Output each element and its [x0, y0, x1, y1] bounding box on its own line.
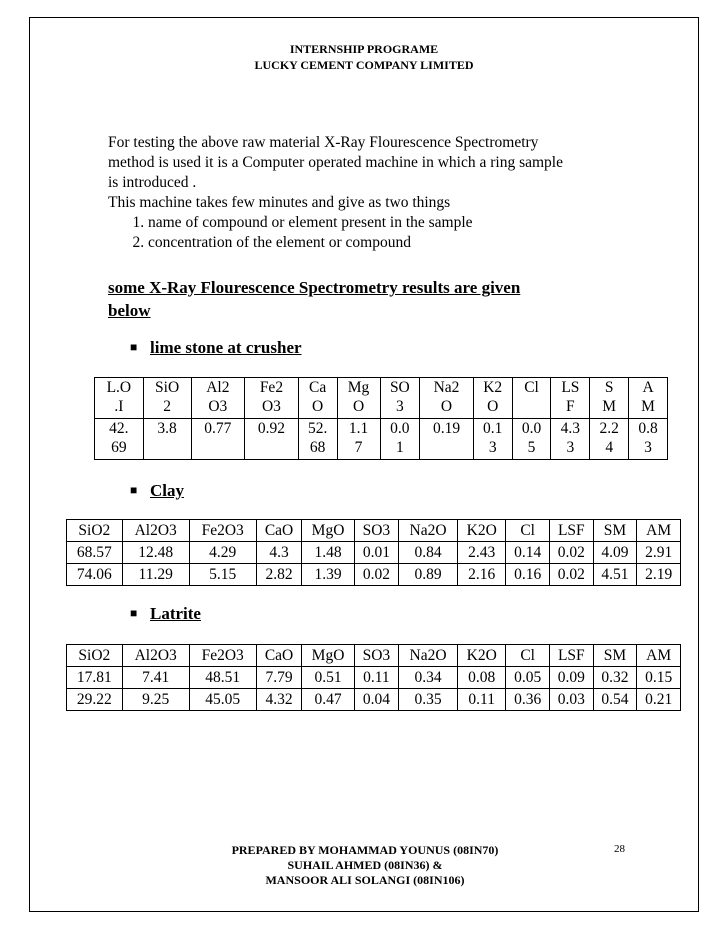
section-clay-title	[130, 481, 184, 501]
table-cell: 4.29	[189, 542, 256, 564]
table-header-cell	[191, 378, 245, 419]
square-bullet-icon: ■	[130, 483, 138, 497]
cell-line: 4	[605, 439, 614, 456]
cell-line: 0.0	[521, 420, 542, 437]
cell-line: O	[440, 398, 453, 415]
cell-line: F	[566, 398, 575, 415]
latrite-table	[66, 644, 681, 711]
table-cell: 0.54	[593, 689, 637, 711]
cell-line: 3.8	[157, 420, 177, 437]
table-cell	[337, 419, 380, 460]
table-cell: 0.11	[354, 667, 398, 689]
cell-line: 3	[644, 439, 652, 456]
table-cell: 0.02	[550, 564, 594, 586]
table-cell: 0.01	[354, 542, 398, 564]
table-header-cell: SM	[593, 645, 637, 667]
table-cell: 5.15	[189, 564, 256, 586]
cell-line: SiO	[155, 379, 180, 396]
table-cell: 0.09	[550, 667, 594, 689]
table-cell: 2.91	[637, 542, 681, 564]
cell-line: 0.0	[390, 420, 410, 437]
table-cell	[298, 419, 337, 460]
footer-author: SUHAIL AHMED (08IN36) &	[287, 858, 443, 872]
table-header-cell: Al2O3	[122, 520, 189, 542]
table-cell: 2.43	[458, 542, 506, 564]
table-header-cell: Fe2O3	[189, 645, 256, 667]
table-cell: 0.11	[458, 689, 506, 711]
cell-line: L.O	[106, 379, 132, 396]
table-cell	[473, 419, 512, 460]
cell-line: 1	[395, 439, 404, 456]
cell-line: Mg	[347, 379, 370, 396]
footer-author: MANSOOR ALI SOLANGI (08IN106)	[265, 873, 465, 887]
section-latrite-title	[130, 604, 201, 624]
cell-line: S	[604, 379, 614, 396]
table-cell: 0.02	[354, 564, 398, 586]
table-cell: 0.36	[506, 689, 550, 711]
table-row	[67, 542, 681, 564]
table-cell: 1.48	[302, 542, 354, 564]
cell-line: O	[312, 398, 324, 415]
section-limestone-title	[130, 338, 302, 358]
table-cell	[551, 419, 590, 460]
cell-line: O3	[261, 398, 281, 415]
table-cell: 0.51	[302, 667, 354, 689]
table-header-cell	[298, 378, 337, 419]
table-cell: 7.79	[256, 667, 302, 689]
table-cell: 17.81	[67, 667, 123, 689]
cell-line: 69	[111, 439, 127, 456]
cell-line: 3	[395, 398, 404, 415]
cell-line: 0.1	[483, 420, 503, 437]
table-cell	[420, 419, 474, 460]
table-header-row	[67, 645, 681, 667]
table-cell: 4.51	[593, 564, 637, 586]
page-number: 28	[614, 843, 625, 855]
table-cell: 0.15	[637, 667, 681, 689]
table-row	[67, 667, 681, 689]
table-cell: 45.05	[189, 689, 256, 711]
table-cell: 0.08	[458, 667, 506, 689]
table-header-row	[95, 378, 668, 419]
section-title-text: lime stone at crusher	[150, 338, 302, 357]
cell-line: 0.77	[204, 420, 232, 437]
table-cell: 0.03	[550, 689, 594, 711]
table-cell: 74.06	[67, 564, 123, 586]
cell-line: 52.	[307, 420, 328, 437]
table-cell: 29.22	[67, 689, 123, 711]
table-header-cell: CaO	[256, 645, 302, 667]
section-title-text: Clay	[150, 481, 184, 500]
table-row	[67, 689, 681, 711]
cell-line: 7	[354, 439, 363, 456]
table-header-cell: K2O	[458, 645, 506, 667]
square-bullet-icon: ■	[130, 606, 138, 620]
table-header-cell: Na2O	[399, 645, 458, 667]
table-cell: 2.19	[637, 564, 681, 586]
table-cell: 2.16	[458, 564, 506, 586]
clay-table	[66, 519, 681, 586]
table-header-cell: MgO	[302, 645, 354, 667]
table-header-cell	[95, 378, 144, 419]
table-header-cell	[337, 378, 380, 419]
table-cell: 2.82	[256, 564, 302, 586]
table-header-cell	[629, 378, 668, 419]
table-header-cell: CaO	[256, 520, 302, 542]
table-header-cell: MgO	[302, 520, 354, 542]
cell-line: Ca	[309, 379, 327, 396]
table-cell	[143, 419, 191, 460]
cell-line: Fe2	[259, 379, 284, 396]
cell-line: Cl	[524, 379, 539, 396]
table-header-cell: LSF	[550, 645, 594, 667]
intro-line: This machine takes few minutes and give as two things	[108, 194, 451, 211]
table-header-cell: SiO2	[67, 520, 123, 542]
table-header-cell: LSF	[550, 520, 594, 542]
table-header-cell	[245, 378, 299, 419]
intro-line: method is used it is a Computer operated machine in which a ring sample	[108, 154, 563, 171]
cell-line: 0.19	[432, 420, 461, 437]
table-cell: 0.89	[399, 564, 458, 586]
table-header-cell: Cl	[506, 645, 550, 667]
results-heading-line: below	[108, 301, 151, 320]
cell-line: A	[642, 379, 654, 396]
square-bullet-icon: ■	[130, 340, 138, 354]
cell-line: Na2	[433, 379, 460, 396]
table-cell: 7.41	[122, 667, 189, 689]
section-title-text: Latrite	[150, 604, 201, 623]
cell-line: K2	[483, 379, 503, 396]
cell-line: O	[487, 398, 499, 415]
cell-line: 68	[309, 439, 326, 456]
table-header-cell	[473, 378, 512, 419]
cell-line: 0.92	[257, 420, 285, 437]
table-cell: 12.48	[122, 542, 189, 564]
table-cell: 0.35	[399, 689, 458, 711]
table-cell	[590, 419, 629, 460]
table-header-cell	[380, 378, 420, 419]
table-row	[67, 564, 681, 586]
table-header-cell: K2O	[458, 520, 506, 542]
table-cell: 1.39	[302, 564, 354, 586]
results-heading	[108, 276, 668, 322]
table-cell: 11.29	[122, 564, 189, 586]
table-header-cell: Fe2O3	[189, 520, 256, 542]
table-header-cell: SiO2	[67, 645, 123, 667]
table-header-cell	[420, 378, 474, 419]
cell-line: LS	[561, 379, 580, 396]
table-header-cell: AM	[637, 520, 681, 542]
table-cell: 0.32	[593, 667, 637, 689]
table-cell: 0.47	[302, 689, 354, 711]
table-cell: 0.02	[550, 542, 594, 564]
table-cell: 0.34	[399, 667, 458, 689]
table-header-cell: Al2O3	[122, 645, 189, 667]
table-cell: 0.21	[637, 689, 681, 711]
list-item: 1. name of compound or element present in the sample	[148, 213, 668, 233]
table-cell: 4.3	[256, 542, 302, 564]
table-header-cell	[143, 378, 191, 419]
cell-line: M	[641, 398, 655, 415]
table-header-cell	[551, 378, 590, 419]
cell-line: .I	[114, 398, 124, 415]
cell-line: 42.	[109, 420, 129, 437]
table-header-cell	[512, 378, 551, 419]
intro-list	[108, 213, 668, 253]
footer-prepared-by: PREPARED BY MOHAMMAD YOUNUS (08IN70)	[231, 843, 499, 857]
cell-line: 5	[527, 439, 536, 456]
table-cell: 4.09	[593, 542, 637, 564]
table-cell	[95, 419, 144, 460]
table-cell	[512, 419, 551, 460]
cell-line: Al2	[206, 379, 230, 396]
table-header-row	[67, 520, 681, 542]
limestone-table	[94, 377, 668, 460]
table-cell: 0.04	[354, 689, 398, 711]
cell-line: 3	[566, 439, 575, 456]
results-heading-line: some X-Ray Flourescence Spectrometry results are given	[108, 278, 521, 297]
table-header-cell	[590, 378, 629, 419]
table-cell: 48.51	[189, 667, 256, 689]
cell-line: 4.3	[560, 420, 581, 437]
table-header-cell: SO3	[354, 645, 398, 667]
table-cell	[191, 419, 245, 460]
table-cell	[380, 419, 420, 460]
table-header-cell: Na2O	[399, 520, 458, 542]
table-cell	[629, 419, 668, 460]
cell-line: O	[352, 398, 365, 415]
intro-line: is introduced .	[108, 174, 197, 191]
table-cell: 9.25	[122, 689, 189, 711]
cell-line: O3	[208, 398, 228, 415]
table-cell: 0.16	[506, 564, 550, 586]
cell-line: 0.8	[638, 420, 658, 437]
table-row	[95, 419, 668, 460]
table-cell: 68.57	[67, 542, 123, 564]
cell-line: 2.2	[599, 420, 619, 437]
table-cell: 0.84	[399, 542, 458, 564]
header-title: INTERNSHIP PROGRAME	[289, 42, 439, 56]
table-cell: 0.14	[506, 542, 550, 564]
cell-line: 3	[488, 439, 497, 456]
table-cell: 0.05	[506, 667, 550, 689]
list-item: 2. concentration of the element or compound	[148, 233, 668, 253]
cell-line: M	[602, 398, 617, 415]
intro-line: For testing the above raw material X-Ray Flourescence Spectrometry	[108, 134, 539, 151]
table-cell	[245, 419, 299, 460]
table-header-cell: Cl	[506, 520, 550, 542]
cell-line: SO	[389, 379, 410, 396]
table-header-cell: SM	[593, 520, 637, 542]
table-header-cell: AM	[637, 645, 681, 667]
table-cell: 4.32	[256, 689, 302, 711]
table-header-cell: SO3	[354, 520, 398, 542]
intro-text	[108, 133, 668, 253]
cell-line: 2	[163, 398, 171, 415]
cell-line: 1.1	[348, 420, 369, 437]
header-company: LUCKY CEMENT COMPANY LIMITED	[254, 58, 474, 72]
